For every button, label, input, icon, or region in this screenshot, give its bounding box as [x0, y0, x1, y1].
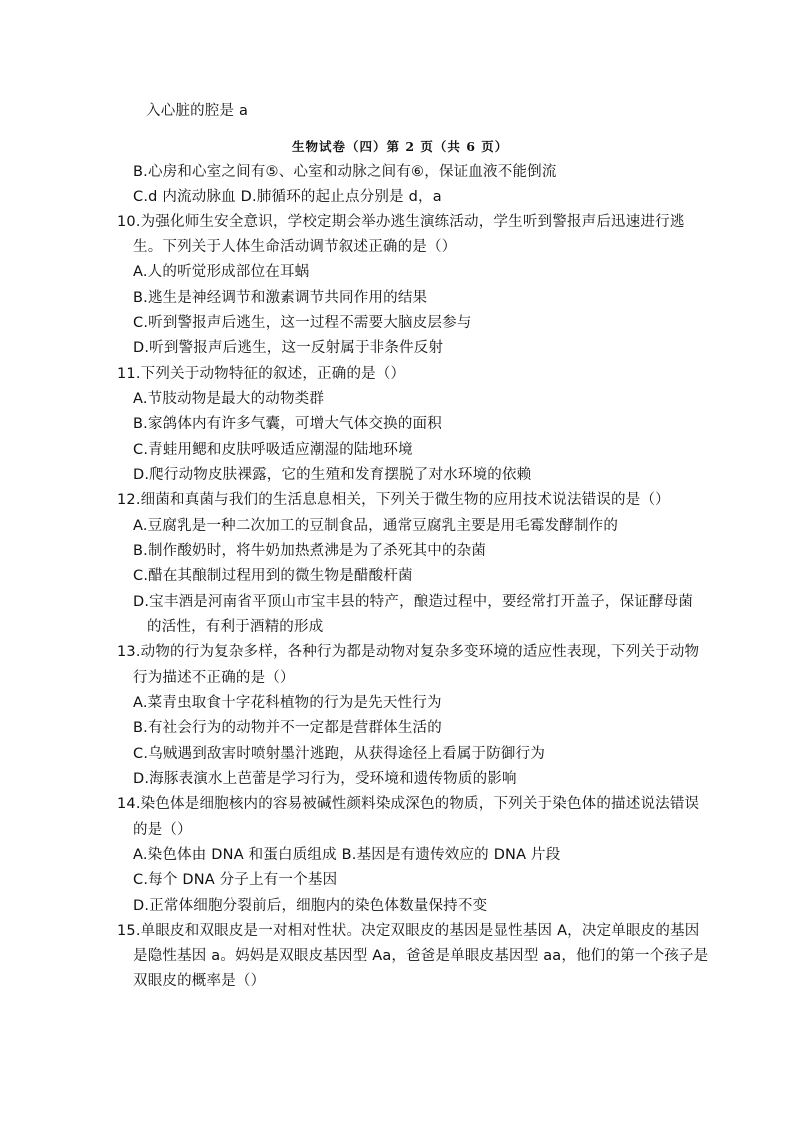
- question-15-stem: 双眼皮的概率是（）: [133, 973, 266, 989]
- question-11-option-a: A.节肢动物是最大的动物类群: [133, 391, 325, 407]
- question-12-option-c: C.醋在其酿制过程用到的微生物是醋酸杆菌: [133, 568, 413, 584]
- question-11-option-c: C.青蛙用鳃和皮肤呼吸适应潮湿的陆地环境: [133, 442, 413, 458]
- question-10-option-b: B.逃生是神经调节和激素调节共同作用的结果: [133, 290, 428, 306]
- question-13-option-a: A.菜青虫取食十字花科植物的行为是先天性行为: [133, 695, 442, 711]
- question-12-option-d: D.宝丰酒是河南省平顶山市宝丰县的特产，酿造过程中，要经常打开盖子，保证酵母菌: [133, 594, 694, 610]
- question-11-stem: 11.下列关于动物特征的叙述，正确的是（）: [117, 366, 406, 382]
- question-12-stem: 12.细菌和真菌与我们的生活息息相关，下列关于微生物的应用技术说法错误的是（）: [117, 492, 670, 508]
- question-13-stem: 13.动物的行为复杂多样，各种行为都是动物对复杂多变环境的适应性表现，下列关于动物: [117, 644, 700, 660]
- question-15-stem: 是隐性基因 a。妈妈是双眼皮基因型 Aa，爸爸是单眼皮基因型 aa，他们的第一个孩子是: [133, 948, 709, 964]
- question-10-option-a: A.人的听觉形成部位在耳蜗: [133, 264, 310, 280]
- question-11-option-b: B.家鸽体内有许多气囊，可增大气体交换的面积: [133, 416, 442, 432]
- question-13-option-c: C.乌贼遇到敌害时喷射墨汁逃跑，从获得途径上看属于防御行为: [133, 746, 546, 762]
- question-12-option-d-continued: 的活性，有利于酒精的形成: [147, 619, 324, 635]
- question-14-option-c: C.每个 DNA 分子上有一个基因: [133, 872, 338, 888]
- question-11-option-d: D.爬行动物皮肤裸露，它的生殖和发育摆脱了对水环境的依赖: [133, 467, 532, 483]
- question-14-stem: 14.染色体是细胞核内的容易被碱性颜料染成深色的物质，下列关于染色体的描述说法错误: [117, 796, 700, 812]
- question-13-stem: 行为描述不正确的是（）: [133, 670, 295, 686]
- question-9-options-c-d: C.d 内流动脉血 D.肺循环的起止点分别是 d，a: [133, 189, 442, 205]
- question-14-stem: 的是（）: [133, 822, 192, 838]
- page-footer: 生物试卷（四）第 2 页（共 6 页）: [292, 139, 509, 154]
- question-10-stem: 生。下列关于人体生命活动调节叙述正确的是（）: [133, 239, 457, 255]
- question-12-option-b: B.制作酸奶时，将牛奶加热煮沸是为了杀死其中的杂菌: [133, 543, 487, 559]
- question-12-option-a: A.豆腐乳是一种二次加工的豆制食品，通常豆腐乳主要是用毛霉发酵制作的: [133, 518, 619, 534]
- question-13-option-d: D.海豚表演水上芭蕾是学习行为，受环境和遗传物质的影响: [133, 771, 517, 787]
- question-14-options-a-b: A.染色体由 DNA 和蛋白质组成 B.基因是有遗传效应的 DNA 片段: [133, 847, 561, 863]
- question-13-option-b: B.有社会行为的动物并不一定都是营群体生活的: [133, 720, 442, 736]
- question-10-option-d: D.听到警报声后逃生，这一反射属于非条件反射: [133, 340, 444, 356]
- question-10-stem: 10.为强化师生安全意识，学校定期会举办逃生演练活动，学生听到警报声后迅速进行逃: [117, 214, 685, 230]
- question-14-option-d: D.正常体细胞分裂前后，细胞内的染色体数量保持不变: [133, 898, 488, 914]
- question-15-stem: 15.单眼皮和双眼皮是一对相对性状。决定双眼皮的基因是显性基因 A，决定单眼皮的基因: [117, 923, 700, 939]
- question-10-option-c: C.听到警报声后逃生，这一过程不需要大脑皮层参与: [133, 315, 472, 331]
- question-9-option-b: B.心房和心室之间有⑤、心室和动脉之间有⑥，保证血液不能倒流: [133, 164, 557, 180]
- question-9-fragment: 入心脏的腔是 a: [146, 103, 249, 119]
